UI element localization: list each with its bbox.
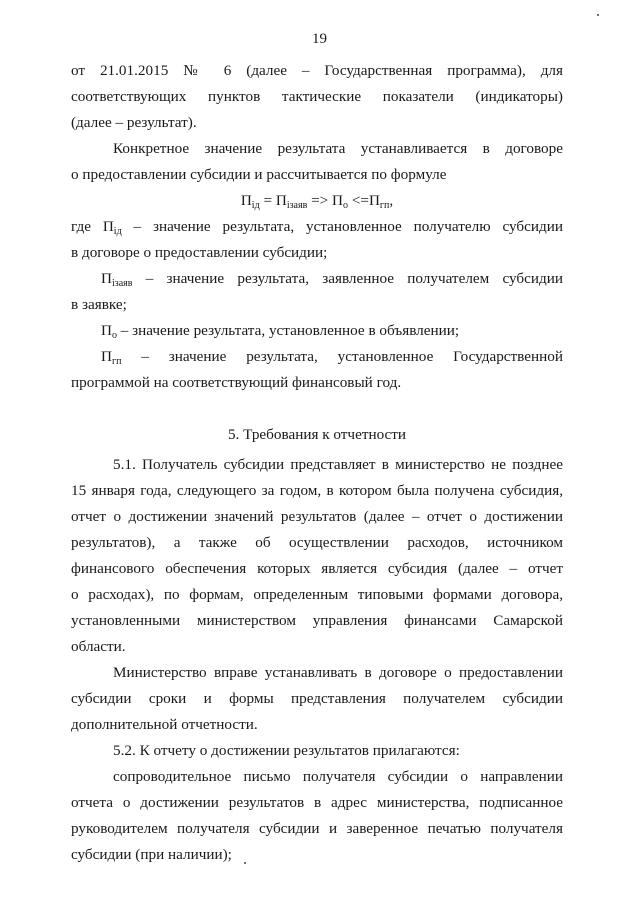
scan-speck bbox=[244, 862, 246, 864]
text-line: о расходах), по формам, определенным типовыми формами договора, bbox=[71, 586, 563, 603]
text-line: в заявке; bbox=[71, 296, 127, 313]
text-line: $П_о$ – значение результата, установленное в объявлении; bbox=[101, 322, 460, 341]
text-line: $П_{гп}$ – значение результата, установленное Государственной bbox=[101, 348, 563, 367]
page-number: 19 bbox=[312, 31, 327, 47]
text-line: области. bbox=[71, 638, 126, 655]
text-line: где $П_{iд}$ – значение результата, установленное получателю субсидии bbox=[71, 218, 563, 237]
text-line: (далее – результат). bbox=[71, 114, 197, 131]
text-line: Конкретное значение результата устанавливается в договоре bbox=[113, 140, 563, 157]
text-line: о предоставлении субсидии и рассчитывается по формуле bbox=[71, 166, 447, 183]
text-line: в договоре о предоставлении субсидии; bbox=[71, 244, 328, 261]
section-heading: 5. Требования к отчетности bbox=[227, 426, 407, 443]
text-line: программой на соответствующий финансовый год. bbox=[71, 374, 402, 391]
text-line: от 21.01.2015 № 6 (далее – Государственная программа), для bbox=[71, 62, 563, 79]
text-line: финансового обеспечения которых является субсидия (далее – отчет bbox=[71, 560, 563, 577]
formula: $П_{iд} = П_{iзаяв} => П_о <=П_{гп}$, bbox=[240, 192, 394, 211]
text-line: Министерство вправе устанавливать в договоре о предоставлении bbox=[113, 664, 563, 681]
text-line: субсидии сроки и формы представления получателем субсидии bbox=[71, 690, 563, 707]
text-line: дополнительной отчетности. bbox=[71, 716, 258, 733]
text-line: отчет о достижении значений результатов (далее – отчет о достижении bbox=[71, 508, 563, 525]
text-line: $П_{iзаяв}$ – значение результата, заявленное получателем субсидии bbox=[101, 270, 563, 289]
text-line: результатов), а также об осуществлении расходов, источником bbox=[71, 534, 563, 551]
scan-speck bbox=[597, 14, 599, 16]
text-line: сопроводительное письмо получателя субсидии о направлении bbox=[113, 768, 563, 785]
text-line: соответствующих пунктов тактические показатели (индикаторы) bbox=[71, 88, 563, 105]
text-line: установленными министерством управления финансами Самарской bbox=[71, 612, 563, 629]
text-line: 15 января года, следующего за годом, в котором была получена субсидия, bbox=[71, 482, 563, 499]
text-line: отчета о достижении результатов в адрес министерства, подписанное bbox=[71, 794, 563, 811]
text-line: 5.1. Получатель субсидии представляет в министерство не позднее bbox=[113, 456, 563, 473]
text-line: 5.2. К отчету о достижении результатов прилагаются: bbox=[113, 742, 460, 759]
text-line: руководителем получателя субсидии и заверенное печатью получателя bbox=[71, 820, 563, 837]
text-line: субсидии (при наличии); bbox=[71, 846, 232, 863]
document-body bbox=[71, 58, 563, 868]
